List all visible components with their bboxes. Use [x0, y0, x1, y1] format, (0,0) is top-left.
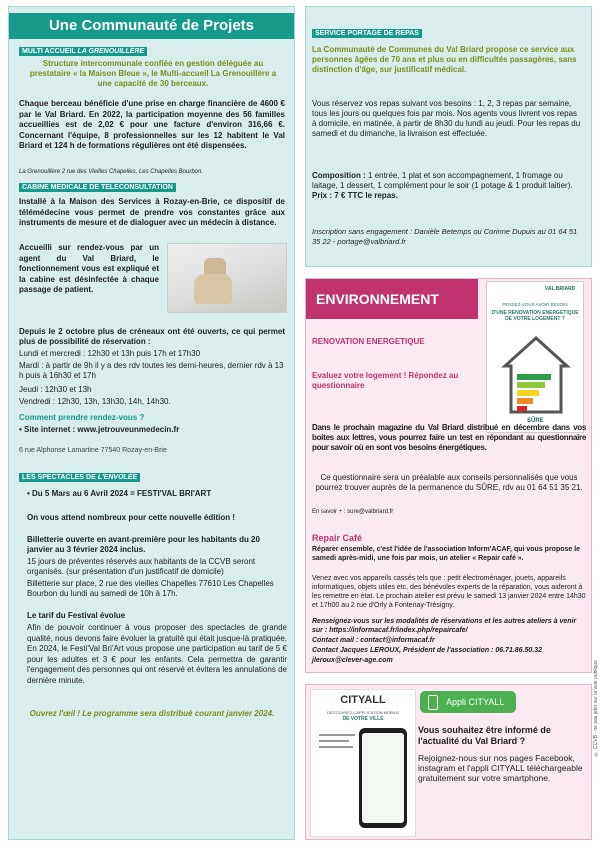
cabine-mardi: Mardi : à partir de 9h il y a des rdv toutes les demi-heures, dernier rdv à 13 h puis à 16h30 et 17h [19, 361, 284, 380]
env-prochain: Dans le prochain magazine du Val Briard distribué en décembre dans vos boites aux lettres, vous pourrez faire un test en répondant au questionnaire pour savoir où en sont vos besoins énergétiques. [312, 423, 586, 452]
cabine-lun-mer: Lundi et mercredi : 12h30 et 13h puis 17h et 17h30 [19, 349, 201, 358]
renovation-flyer [486, 281, 584, 433]
text-line [319, 740, 349, 742]
flyer-sure: SÛRE [527, 418, 544, 424]
cityall-question: Vous souhaitez être informé de l'actualité du Val Briard ? [418, 725, 551, 746]
cabine-comment: Comment prendre rendez-vous ? [19, 413, 145, 422]
cityall-body: Rejoignez-nous sur nos pages Facebook, instagram et l'appli CITYALL téléchargeable gratuitement sur votre smartphone. [418, 753, 583, 783]
spectacles-sur-place: Billetterie sur place, 2 rue des vieilles Chapelles 77610 Les Chapelles Bourbon du lundi au samedi de 10h à 17h. [27, 579, 274, 598]
spectacles-oeil: Ouvrez l'œil ! Le programme sera distribué courant janvier 2024. [29, 709, 275, 718]
flyer-title: D'UNE RENOVATION ENERGETIQUE DE VOTRE LOGEMENT ? [491, 310, 579, 322]
env-prealable: Ce questionnaire sera un préalable aux conseils personnalisés que vous pourrez trouver auprès de la permanence du SÛRE, rdv au 01 64 51 35 21. [315, 473, 583, 492]
env-envoi: En savoir + : sure@valbriard.fr [312, 509, 394, 515]
cityall-panel [305, 684, 592, 840]
section-header: Une Communauté de Projets [9, 13, 294, 39]
cityall-logo: CITYALL [340, 694, 386, 706]
cityall-sub1: DÉCOUVREZ L'APPLICATION MOBILE [327, 710, 399, 715]
cabine-accueil: Accueilli sur rendez-vous par un agent du Val Briard, le fonctionnement vous est expliqué et la cabine est désinfectée à chaque passage de patient. [19, 243, 159, 294]
repair-body: Venez avec vos appareils cassés tels que : petit électroménager, jouets, appareils informatiques, objets utiles etc, des bénévoles experts de la réparation, vous aideront à les remettre en état. Le prochain atelier est prévu le samedi 13 janvier 2024 entre 14h30 et 17h00 au 2 rue d'Orly à Fontenay-Trésigny. [312, 575, 586, 609]
repas-composition: Composition : 1 entrée, 1 plat et son accompagnement, 1 fromage ou laitage, 1 dessert, 1 complément pour le soir (1 potage & 1 produit laitier). Prix : 7 € TTC le repas. [312, 171, 573, 200]
phone-icon [428, 695, 438, 710]
repas-intro: La Communauté de Communes du Val Briard propose ce service aux personnes âgées de 70 ans et plus ou en difficultés passagères, sans distinction d'âge, sur justificatif médical. [312, 45, 577, 74]
cabine-site: • Site internet : www.jetrouveunmedecin.fr [19, 425, 180, 434]
spectacles-reserves: 15 jours de préventes réservés aux habitants de la CCVB seront organisés. (sur présentation d'un justificatif de domicile) [27, 557, 256, 576]
spectacles-attend: On vous attend nombreux pour cette nouvelle édition ! [27, 513, 236, 522]
left-column [8, 6, 295, 840]
repas-body: Vous réservez vos repas suivant vos besoins : 1, 2, 3 repas par semaine, tous les jours ou quelques fois par mois. Nos agents vous livrent vos repas à domicile, en matinée, à partir de 8h30 du lundi au jeudi. Pour les repas du samedi et du dimanche, la livraison est effectuée. [312, 99, 581, 138]
cabine-photo [167, 243, 287, 313]
tarif-body: Afin de pouvoir continuer à vous proposer des spectacles de grande qualité, nous devons faire évoluer la gratuité qui était jusque-là pratiquée. En 2024, le Festi'Val Bri'Art vous propose une participation au tarif de 5 € pour les adultes et 3 € pour les enfants. Cela permettra de garantir l'engagement des personnes qui ont réservé et évitera les annulations de dernière minute. [27, 623, 287, 685]
repair-contact-mail: Contact mail : contact@informacaf.fr [312, 637, 435, 644]
multi-accueil-body: Chaque berceau bénéficie d'une prise en charge financière de 4600 € par le Val Briard. En 2022, la participation moyenne des 56 familles accueillies est de 2,02 € pour une facture d'environ 316,66 €. Concernant l'équipe, 8 professionnelles sur les 12 habitent le Val Briard et 124 h de formations régulières ont été dispensées. [19, 99, 285, 150]
repas-panel [305, 6, 592, 267]
cabine-address: 6 rue Alphonse Lamartine 77540 Rozay-en-Brie [19, 447, 167, 454]
env-panel [305, 278, 592, 673]
text-line [319, 746, 353, 748]
env-evaluez: Evaluez votre logement ! Répondez au questionnaire [312, 371, 459, 390]
text-line [319, 734, 355, 736]
spectacles-billetterie: Billetterie ouverte en avant-première pour les habitants du 20 janvier au 3 février 2024 inclus. [27, 535, 260, 554]
repas-inscription: Inscription sans engagement : Danièle Betemps ou Corinne Dupuis au 01 64 51 35 22 - portage@valbriard.fr [312, 227, 578, 246]
repair-renseignez: Renseignez-vous sur les modalités de réservations et les autres ateliers à venir sur : https://informacaf.fr/index.php/repaircafe/ [312, 618, 577, 634]
cityall-badge[interactable]: Appli CITYALL [420, 691, 516, 713]
spectacles-dates: • Du 5 Mars au 6 Avril 2024 = FESTI'VAL BRI'ART [27, 489, 212, 498]
cabine-creneaux: Depuis le 2 octobre plus de créneaux ont été ouverts, ce qui permet plus de possibilité de réservation : [19, 327, 285, 346]
env-renovation: RENOVATION ENERGETIQUE [312, 337, 425, 346]
cityall-sub2: DE VOTRE VILLE [342, 716, 384, 722]
cabine-jeudi: Jeudi : 12h30 et 13h [19, 385, 92, 394]
site-link[interactable]: www.jetrouveunmedecin.fr [77, 425, 180, 434]
repair-jleroux: jleroux@clever-age.com [312, 657, 393, 664]
phone-image [359, 728, 407, 828]
flyer-top: PENSEZ-VOUS AVOIR BESOIN [502, 302, 568, 307]
cabine-tag: CABINE MEDICALE DE TELECONSULTATION [19, 183, 176, 192]
multi-accueil-intro: Structure intercommunale confiée en gestion déléguée au prestataire « la Maison Bleue », le Multi-accueil La Grenouillère a une capacité de 30 berceaux. [29, 59, 277, 88]
chair-seat [194, 274, 232, 304]
repair-intro: Réparer ensemble, c'est l'idée de l'association Inform'ACAF, qui vous propose le samedi après-midi, une fois par mois, un atelier « Repair café ». [312, 546, 581, 562]
repair-title: Repair Café [312, 533, 363, 543]
cityall-card [310, 689, 416, 837]
repair-contact-jacques: Contact Jacques LEROUX, Président de l'association : 06.71.86.50.32 [312, 647, 543, 654]
repas-tag: SERVICE PORTAGE DE REPAS [312, 29, 422, 38]
multi-accueil-address: La Grenouillère 2 rue des Vieilles Chapelles, Les Chapelles Bourbon. [19, 169, 204, 175]
cabine-intro: Installé à la Maison des Services à Rozay-en-Brie, ce dispositif de télémédecine vous permet de prendre vos constantes grâce aux instruments de mesure et de dialoguer avec un médecin à distance. [19, 197, 285, 227]
env-header: ENVIRONNEMENT [306, 279, 478, 319]
side-credit: © CCVB - ne pas jeter sur la voie publique [593, 660, 599, 757]
spectacles-tag: LES SPECTACLES DE L'ENVOLÉE [19, 473, 140, 482]
house-energy-icon [501, 334, 571, 414]
multi-accueil-tag: MULTI ACCUEIL LA GRENOUILLÈRE [19, 47, 147, 56]
cabine-vendredi: Vendredi : 12h30, 13h, 13h30, 14h, 14h30. [19, 397, 171, 406]
tarif-title: Le tarif du Festival évolue [27, 611, 126, 620]
flyer-brand: VAL BRIARD [545, 286, 576, 292]
